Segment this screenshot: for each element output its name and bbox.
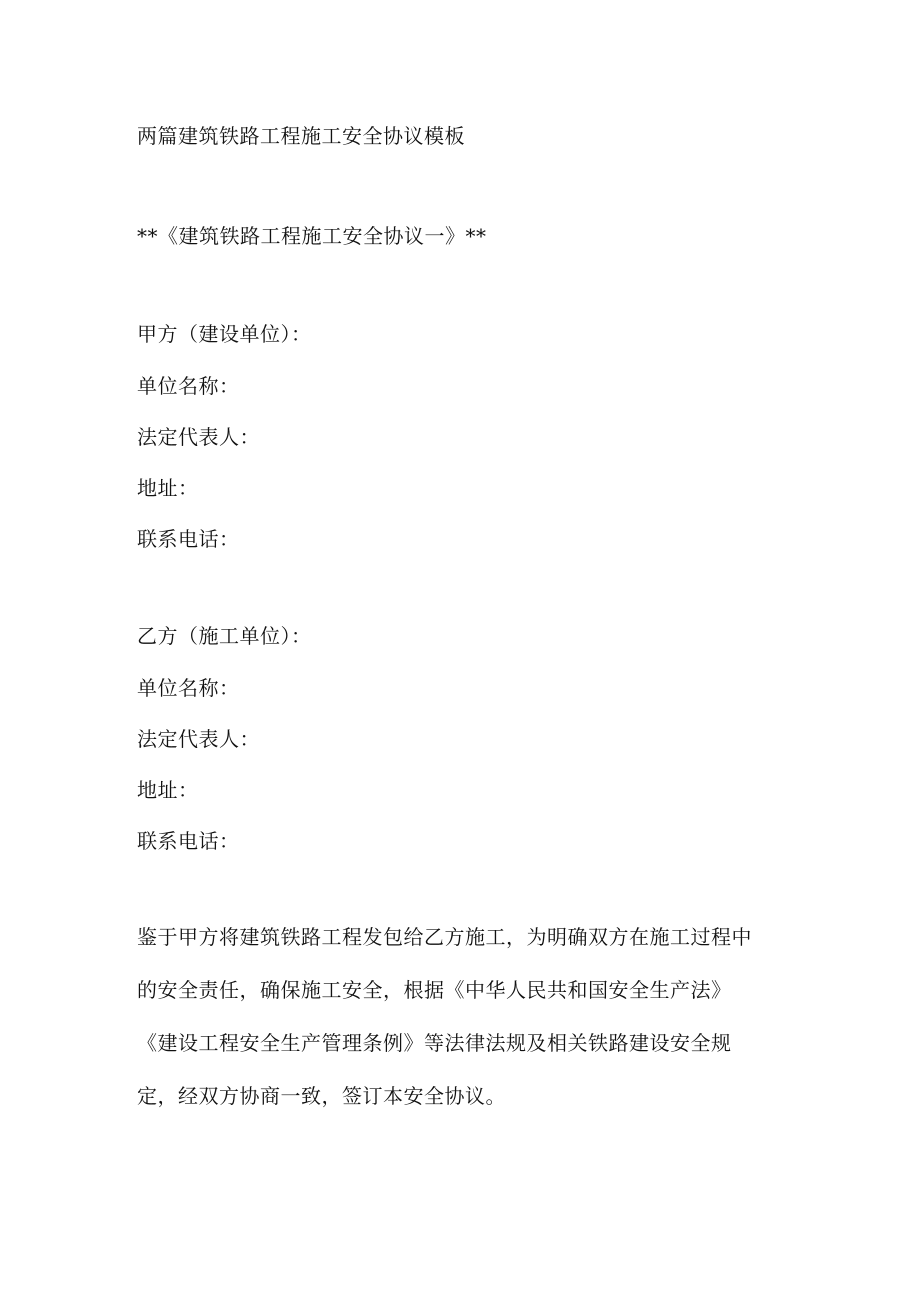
party-a-name-label: 单位名称： [137, 374, 240, 398]
party-a-phone-label: 联系电话： [137, 527, 240, 551]
preamble-line: 《建设工程安全生产管理条例》等法律法规及相关铁路建设安全规 [137, 1031, 732, 1055]
preamble-line: 的安全责任，确保施工安全，根据《中华人民共和国安全生产法》 [137, 978, 732, 1002]
agreement-subtitle: **《建筑铁路工程施工安全协议一》** [137, 224, 487, 248]
party-b-heading: 乙方（施工单位）： [137, 624, 312, 648]
preamble-paragraph [137, 911, 752, 1123]
document-title: 两篇建筑铁路工程施工安全协议模板 [137, 124, 465, 148]
party-b-address-label: 地址： [137, 778, 199, 802]
preamble-line: 鉴于甲方将建筑铁路工程发包给乙方施工，为明确双方在施工过程中 [137, 925, 752, 949]
party-a-heading: 甲方（建设单位）： [137, 322, 312, 346]
party-b-rep-label: 法定代表人： [137, 727, 260, 751]
party-b-phone-label: 联系电话： [137, 829, 240, 853]
party-b-name-label: 单位名称： [137, 676, 240, 700]
preamble-line: 定，经双方协商一致，签订本安全协议。 [137, 1084, 506, 1108]
party-a-address-label: 地址： [137, 476, 199, 500]
party-a-rep-label: 法定代表人： [137, 425, 260, 449]
